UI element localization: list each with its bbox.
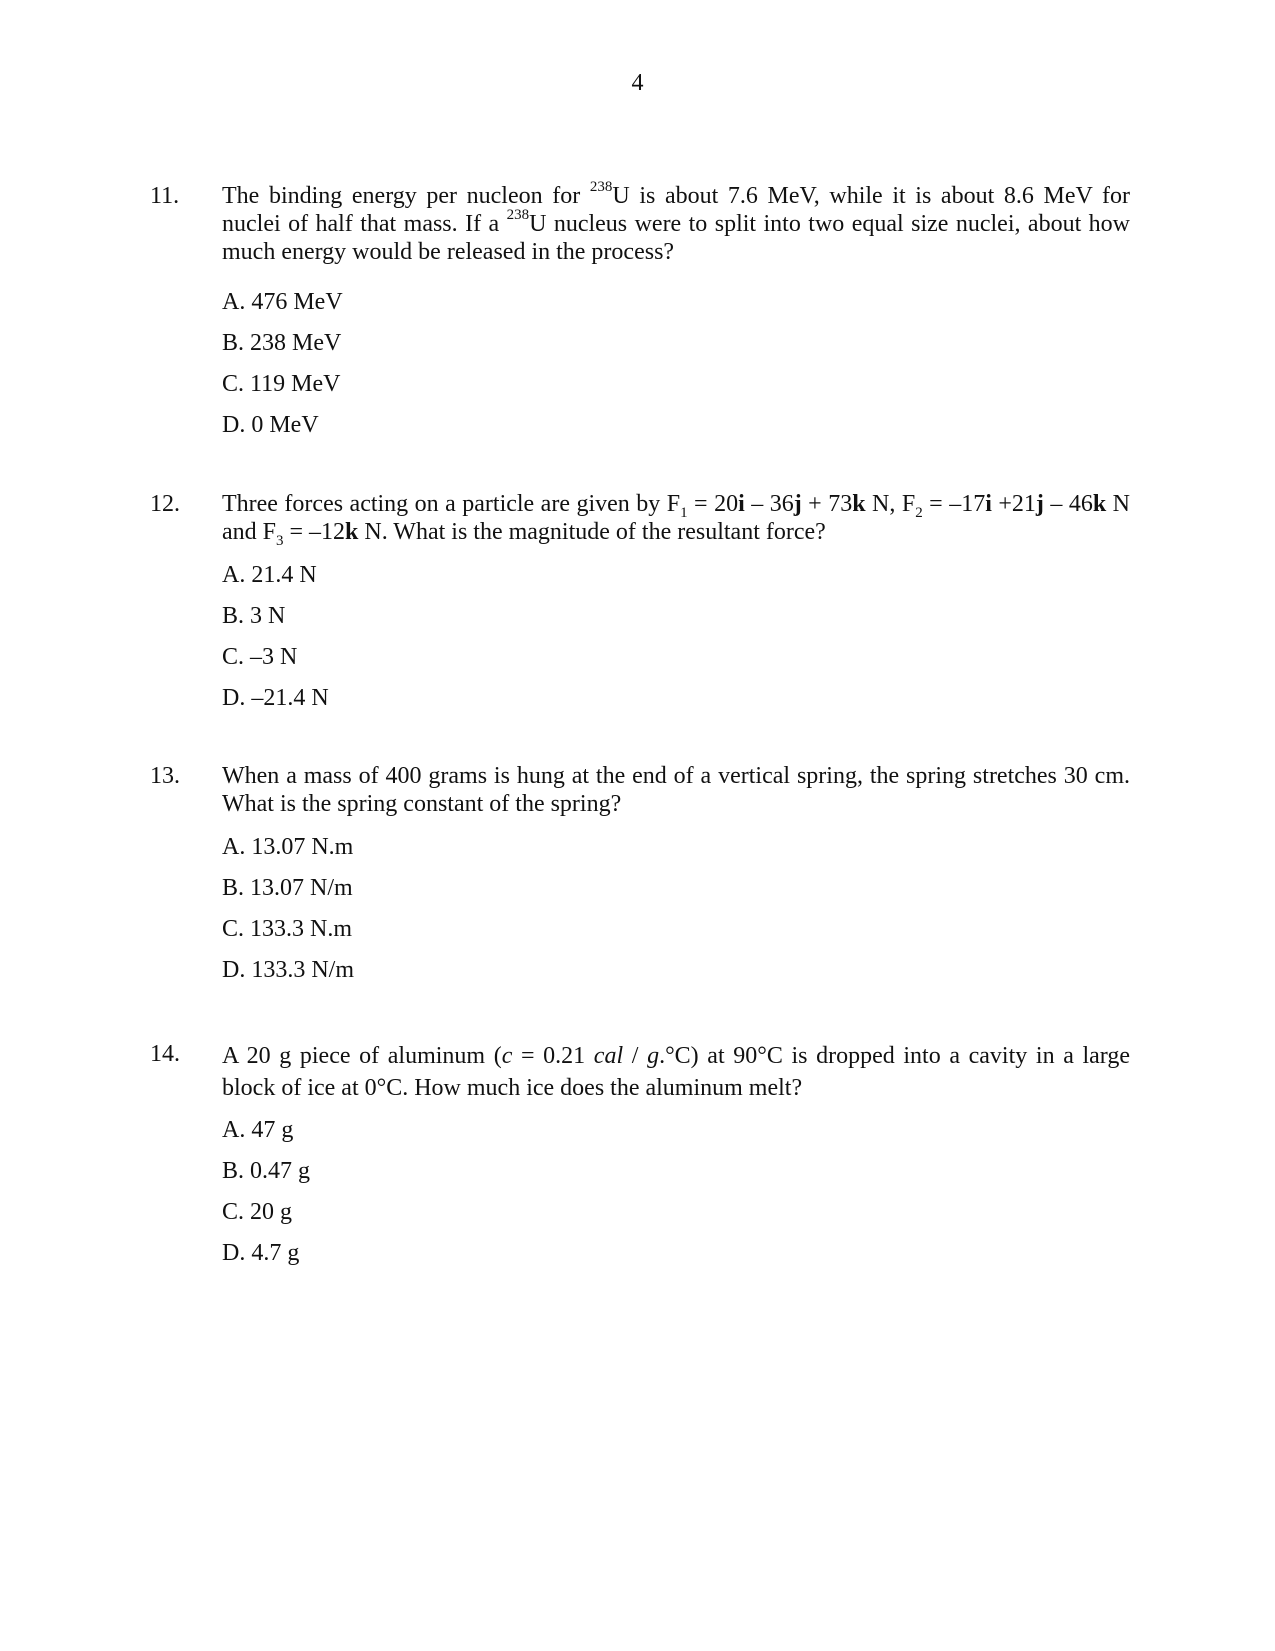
option-a[interactable]: A. 21.4 N	[222, 562, 317, 588]
option-d[interactable]: D. 4.7 g	[222, 1240, 300, 1266]
option-c[interactable]: C. –3 N	[222, 644, 298, 670]
option-a[interactable]: A. 47 g	[222, 1117, 294, 1143]
specific-heat-formula: (c = 0.21 cal / g.°C)	[493, 1043, 699, 1069]
option-d[interactable]: D. –21.4 N	[222, 685, 329, 711]
question-number: 13.	[150, 763, 180, 789]
option-d[interactable]: D. 133.3 N/m	[222, 957, 354, 983]
option-a[interactable]: A. 476 MeV	[222, 289, 343, 315]
option-b[interactable]: B. 13.07 N/m	[222, 875, 353, 901]
answer-options	[222, 833, 354, 997]
option-c[interactable]: C. 133.3 N.m	[222, 916, 353, 942]
option-c[interactable]: C. 20 g	[222, 1199, 293, 1225]
option-b[interactable]: B. 3 N	[222, 603, 286, 629]
option-a[interactable]: A. 13.07 N.m	[222, 834, 354, 860]
page-number: 4	[631, 70, 644, 96]
question-text: Three forces acting on a particle are given by $F_1 = 20i - 36j + 73k$ N, $F_2 = -17i +21j - 46k$ N and $F_3 = -12k$ N. What is the magnitude of the resultant force?	[222, 491, 1131, 549]
question-number: 14.	[150, 1041, 180, 1067]
option-b[interactable]: B. 0.47 g	[222, 1158, 311, 1184]
answer-options	[222, 1116, 310, 1280]
answer-options	[222, 288, 343, 452]
option-b[interactable]: B. 238 MeV	[222, 330, 342, 356]
question-text: A 20 g piece of aluminum (c = 0.21 cal / g.°C) at 90°C is dropped into a cavity in a large block of ice at 0°C. How much ice does the aluminum melt?	[222, 1043, 1131, 1101]
option-d[interactable]: D. 0 MeV	[222, 412, 319, 438]
question-text: The binding energy per nucleon for $^{238}$U is about 7.6 MeV, while it is about 8.6 MeV for nuclei of half that mass. If a $^{238}$U nucleus were to split into two equal size nuclei, about how much energy would be released in the process?	[222, 179, 1130, 265]
question-number: 11.	[150, 183, 180, 209]
answer-options	[222, 561, 329, 725]
question-text: When a mass of 400 grams is hung at the end of a vertical spring, the spring stretches 30 cm. What is the spring constant of the spring?	[222, 763, 1130, 817]
option-c[interactable]: C. 119 MeV	[222, 371, 341, 397]
question-number: 12.	[150, 491, 180, 517]
